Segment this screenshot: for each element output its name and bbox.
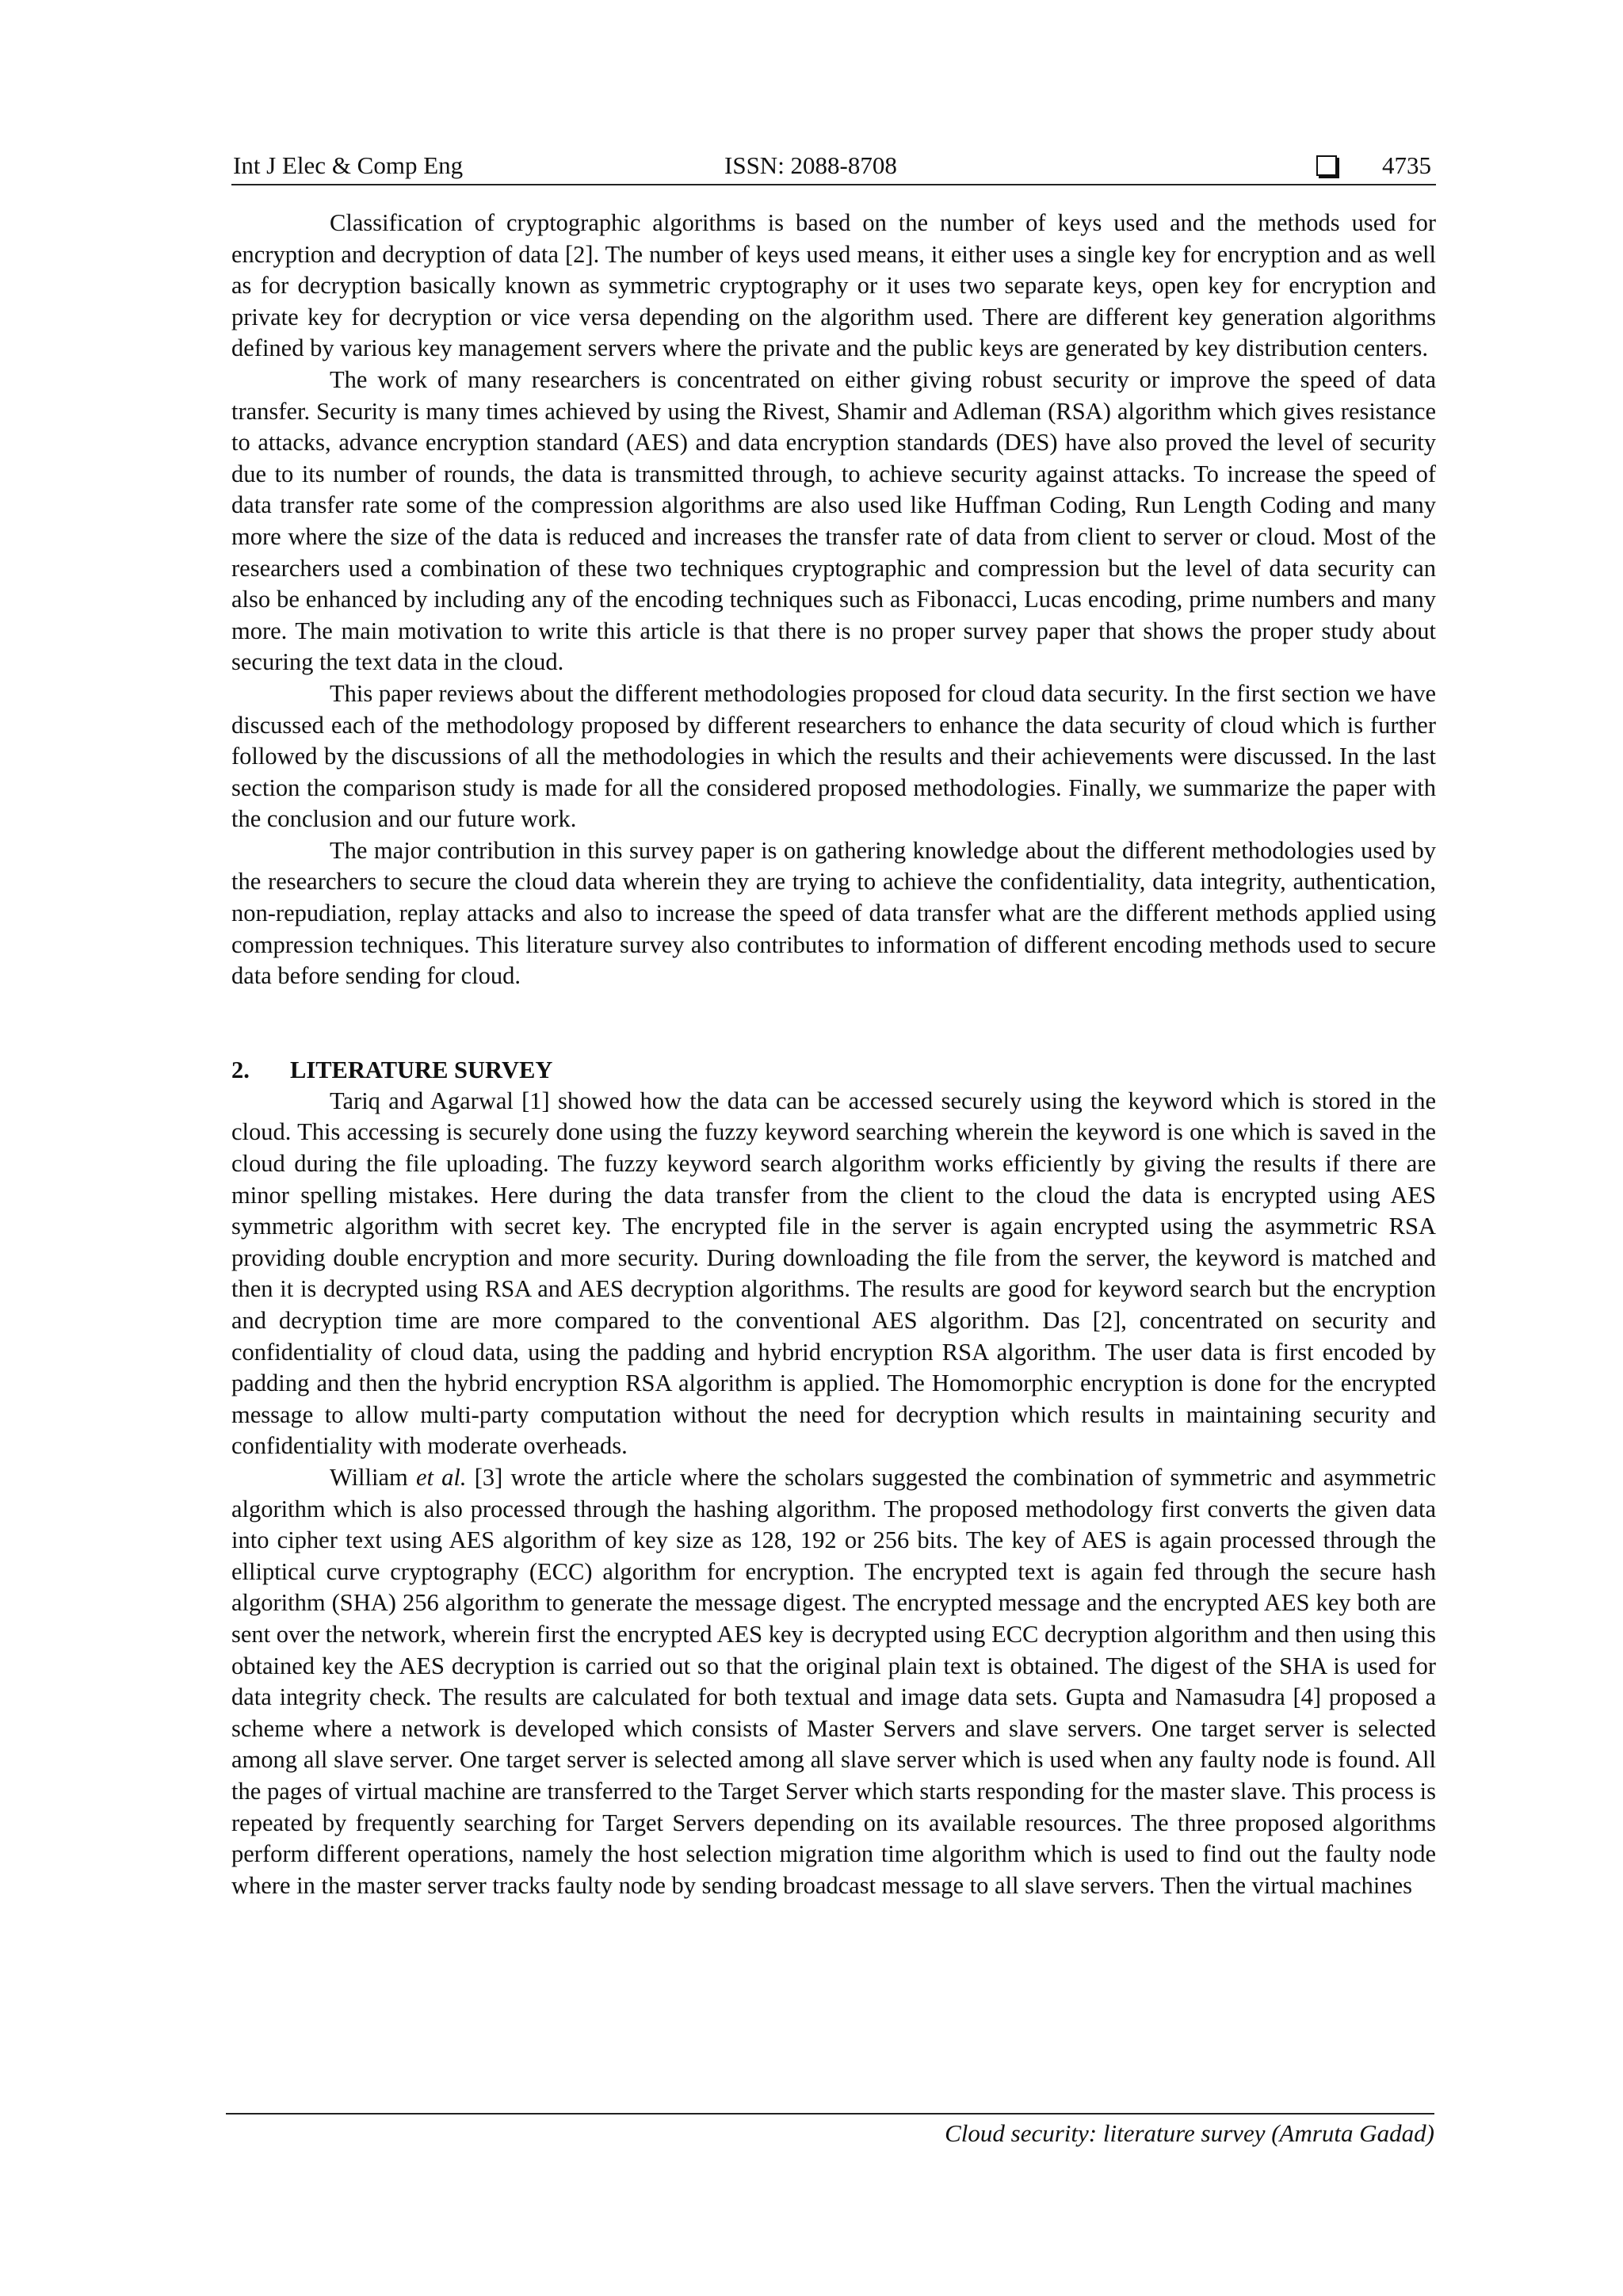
paragraph: Classification of cryptographic algorithms is based on the number of keys used and the methods used for encryption and decryption of data [2]. The number of keys used means, it either uses a single key for encryption and as well as for decryption basically known as symmetric cryptography or it uses two separate keys, open key for encryption and private key for decryption or vice versa depending on the algorithm used. There are different key generation algorithms defined by various key management servers where the private and the public keys are generated by key distribution centers. [231, 209, 1436, 362]
paragraph [231, 1462, 1436, 1901]
paragraph: This paper reviews about the different methodologies proposed for cloud data security. In the first section we have discussed each of the methodology proposed by different researchers to enhance the data security of cloud which is further followed by the discussions of all the methodologies in which the results and their achievements were discussed. In the last section the comparison study is made for all the considered proposed methodologies. Finally, we summarize the paper with the conclusion and our future work. [231, 679, 1436, 833]
section-title: LITERATURE SURVEY [290, 1056, 553, 1083]
section-heading [231, 1054, 1436, 1086]
paragraph: The work of many researchers is concentrated on either giving robust security or improve the speed of data transfer. Security is many times achieved by using the Rivest, Shamir and Adleman (RSA) algorithm which gives resistance to attacks, advance encryption standard (AES) and data encryption standards (DES) have also proved the level of security due to its number of rounds, the data is transmitted through, to achieve security against attacks. To increase the speed of data transfer rate some of the compression algorithms are also used like Huffman Coding, Run Length Coding and many more where the size of the data is reduced and increases the transfer rate of data from client to server or cloud. Most of the researchers used a combination of these two techniques cryptographic and compression but the level of data security can also be enhanced by including any of the encoding techniques such as Fibonacci, Lucas encoding, prime numbers and many more. The main motivation to write this article is that there is no proper survey paper that shows the proper study about securing the text data in the cloud. [231, 365, 1436, 676]
running-footer: Cloud security: literature survey (Amruta Gadad) [945, 2119, 1434, 2147]
journal-name: Int J Elec & Comp Eng [233, 151, 464, 179]
running-header [231, 147, 1436, 185]
square-box-icon [1316, 155, 1337, 176]
issn: ISSN: 2088-8708 [724, 151, 897, 179]
italic-text: et al. [415, 1463, 467, 1491]
page-number: 4735 [1382, 151, 1431, 179]
footer-rule [226, 2113, 1434, 2115]
paragraph: The major contribution in this survey paper is on gathering knowledge about the different methodologies used by the researchers to secure the cloud data wherein they are trying to achieve the confidentiality, data integrity, authentication, non-repudiation, replay attacks and also to increase the speed of data transfer what are the different methods applied using compression techniques. This literature survey also contributes to information of different encoding methods used to secure data before sending for cloud. [231, 836, 1436, 990]
section-number: 2. [231, 1056, 250, 1083]
article-body [231, 208, 1436, 1901]
text-run: [3] wrote the article where the scholars suggested the combination of symmetric and asymmetric algorithm which is also processed through the hashing algorithm. The proposed methodology first converts the given data into cipher text using AES algorithm of key size as 128, 192 or 256 bits. The key of AES is again processed through the elliptical curve cryptography (ECC) algorithm for encryption. The encrypted text is again fed through the secure hash algorithm (SHA) 256 algorithm to generate the message digest. The encrypted message and the encrypted AES key both are sent over the network, wherein first the encrypted AES key is decrypted using ECC decryption algorithm and then using this obtained key the AES decryption is carried out so that the original plain text is obtained. The digest of the SHA is used for data integrity check. The results are calculated for both textual and image data sets. Gupta and Namasudra [4] proposed a scheme where a network is developed which consists of Master Servers and slave servers. One target server is selected among all slave server. One target server is selected among all slave server which is used when any faulty node is found. All the pages of virtual machine are transferred to the Target Server which starts responding for the master slave. This process is repeated by frequently searching for Target Servers depending on its available resources. The three proposed algorithms perform different operations, namely the host selection migration time algorithm which is used to find out the faulty node where in the master server tracks faulty node by sending broadcast message to all slave servers. Then the virtual machines [231, 1463, 1436, 1899]
text-run: William [330, 1463, 416, 1491]
paper-page [231, 147, 1436, 1901]
paragraph: Tariq and Agarwal [1] showed how the data can be accessed securely using the keyword which is stored in the cloud. This accessing is securely done using the fuzzy keyword searching wherein the keyword is one which is saved in the cloud during the file uploading. The fuzzy keyword search algorithm works efficiently by giving the results if there are minor spelling mistakes. Here during the data transfer from the client to the cloud the data is encrypted using AES symmetric algorithm with secret key. The encrypted file in the server is again encrypted using the asymmetric RSA providing double encryption and more security. During downloading the file from the server, the keyword is matched and then it is decrypted using RSA and AES decryption algorithms. The results are good for keyword search but the encryption and decryption time are more compared to the conventional AES algorithm. Das [2], concentrated on security and confidentiality of cloud data, using the padding and hybrid encryption RSA algorithm. The user data is first encoded by padding and then the hybrid encryption RSA algorithm is applied. The Homomorphic encryption is done for the encrypted message to allow multi-party computation without the need for decryption which results in maintaining security and confidentiality with moderate overheads. [231, 1087, 1436, 1460]
